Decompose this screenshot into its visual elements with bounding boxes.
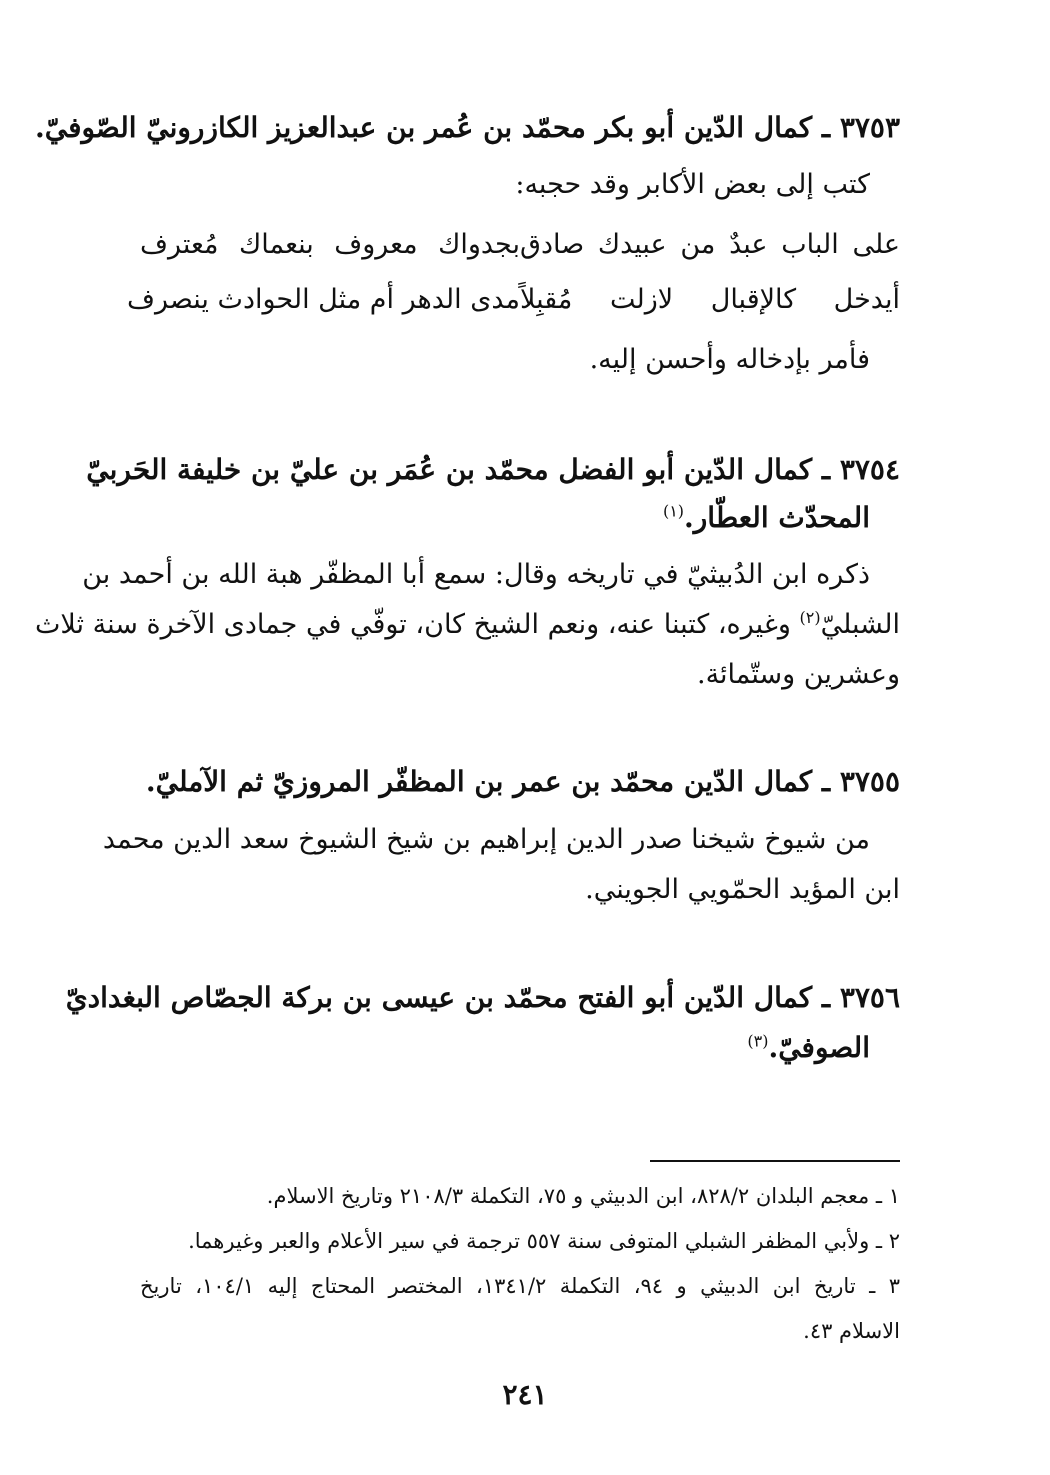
footnote-3-continued: الاسلام ٤٣. (803, 1319, 900, 1343)
footnote-separator (650, 1160, 900, 1162)
entry-3754-line-1: ذكره ابن الدُبيثيّ في تاريخه وقال: سمع أبا المظفّر هبة الله بن أحمد بن (82, 559, 870, 590)
footnote-3: ٣ ـ تاريخ ابن الدبيثي و ٩٤، التكملة ١٣٤١/٢، المختصر المحتاج إليه ١٠٤/١، تاريخ (140, 1274, 900, 1298)
footnote-ref-3[interactable]: (٣) (747, 1031, 769, 1051)
entry-3756-heading-line-1: ٣٧٥٦ ـ كمال الدّين أبو الفتح محمّد بن عيسى بن بركة الجصّاص البغداديّ (65, 981, 900, 1014)
verse-1-first-hemistich: على الباب عبدٌ من عبيدك صادق (520, 229, 900, 260)
entry-3754-line-2-start: الشبليّ (820, 609, 900, 640)
entry-3756-heading-line-2 (140, 1028, 870, 1068)
entry-3755-line-1: من شيوخ شيخنا صدر الدين إبراهيم بن شيخ الشيوخ سعد الدين محمد (102, 824, 870, 855)
entry-3754-heading-line-2 (140, 498, 870, 538)
entry-3756-heading-text: الصوفيّ. (768, 1031, 870, 1064)
verse-2-first-hemistich: أيدخل كالإقبال لازلت مُقبِلاً (520, 284, 900, 315)
entry-3754-line-2 (35, 605, 900, 645)
verse-2-second-hemistich: مدى الدهر أم مثل الحوادث ينصرف (126, 284, 520, 315)
verse-1-second-hemistich: بجدواك معروف بنعماك مُعترف (140, 229, 520, 260)
entry-3754-line-3: وعشرين وستّمائة. (696, 659, 900, 690)
poem-verse-2 (126, 280, 900, 320)
entry-3754-heading-text: المحدّث العطّار. (684, 501, 870, 534)
footnote-2: ٢ ـ ولأبي المظفر الشبلي المتوفى سنة ٥٥٧ ترجمة في سير الأعلام والعبر وغيرهما. (188, 1229, 900, 1253)
footnote-ref-1[interactable]: (١) (662, 501, 685, 521)
entry-3754-line-2-end: وغيره، كتبنا عنه، ونعم الشيخ كان، توفّي في جمادى الآخرة سنة ثلاث (35, 609, 800, 640)
footnote-ref-2[interactable]: (٢) (799, 608, 821, 627)
page-number: ٢٤١ (502, 1378, 548, 1411)
entry-3755-line-2: ابن المؤيد الحمّويي الجويني. (585, 874, 900, 905)
entry-3754-heading-line-1: ٣٧٥٤ ـ كمال الدّين أبو الفضل محمّد بن عُمَر بن عليّ بن خليفة الحَربيّ (86, 453, 900, 486)
poem-verse-1 (140, 225, 900, 265)
entry-3755-heading: ٣٧٥٥ ـ كمال الدّين محمّد بن عمر بن المظفّر المروزيّ ثم الآمليّ. (145, 765, 900, 798)
entry-3753-heading: ٣٧٥٣ ـ كمال الدّين أبو بكر محمّد بن عُمر بن عبدالعزيز الكازرونيّ الصّوفيّ. (35, 111, 900, 144)
entry-3753-text: كتب إلى بعض الأكابر وقد حجبه: (515, 169, 870, 200)
footnote-1: ١ ـ معجم البلدان ٨٢٨/٢، ابن الدبيثي و ٧٥، التكملة ٢١٠٨/٣ وتاريخ الاسلام. (266, 1184, 900, 1208)
entry-3753-closing: فأمر بإدخاله وأحسن إليه. (589, 344, 870, 375)
